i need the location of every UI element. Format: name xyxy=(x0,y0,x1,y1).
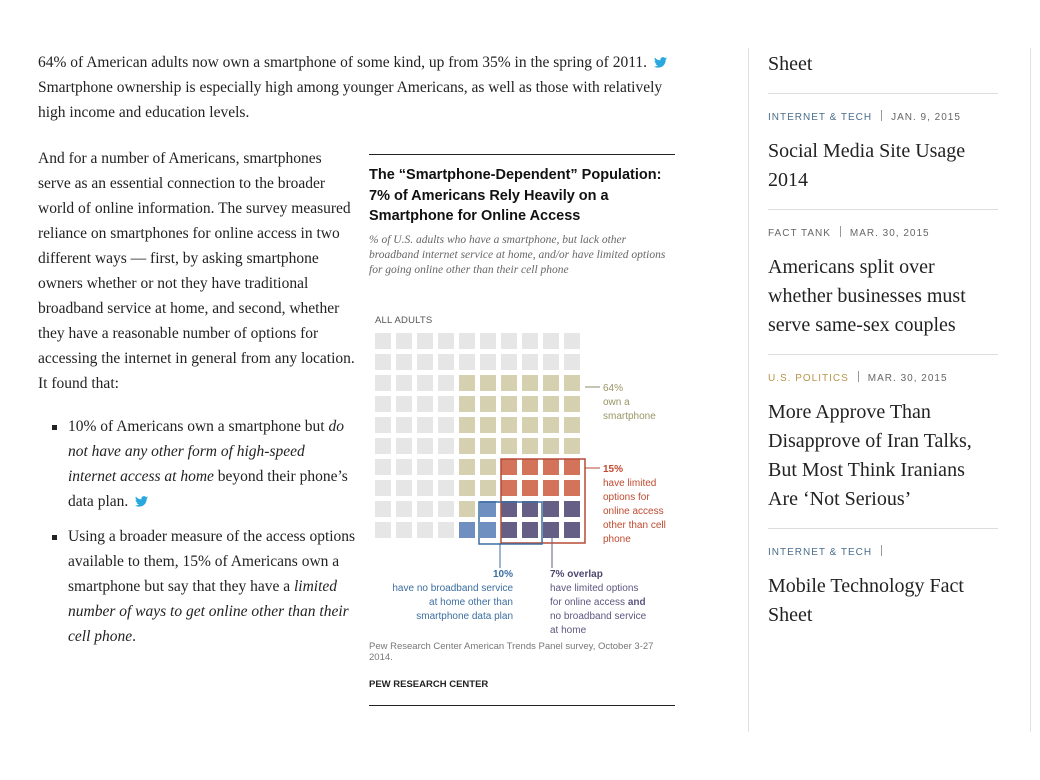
waffle-cell-empty xyxy=(501,333,517,349)
waffle-cell-smartphone xyxy=(501,375,517,391)
category-link[interactable]: INTERNET & TECH xyxy=(768,547,873,558)
waffle-cell-empty xyxy=(438,396,454,412)
date-label: MAR. 30, 2015 xyxy=(849,228,930,239)
waffle-cell-empty xyxy=(417,438,433,454)
bullet-text: beyond their phone’s data plan. xyxy=(68,468,348,510)
smartphone-dependent-figure xyxy=(369,154,675,706)
bullet-emphasis: limited number of ways to get online other than their cell phone xyxy=(68,578,349,645)
waffle-cell-empty xyxy=(543,333,559,349)
sidebar-meta xyxy=(768,371,998,384)
waffle-cell-empty xyxy=(438,459,454,475)
limited-label-2: options for xyxy=(603,492,650,503)
category-link[interactable]: INTERNET & TECH xyxy=(768,112,873,123)
waffle-cell-smartphone xyxy=(522,375,538,391)
waffle-cell-smartphone xyxy=(522,417,538,433)
own-label-1: own a xyxy=(603,397,630,408)
waffle-cell-empty xyxy=(375,333,391,349)
list-item xyxy=(768,355,998,529)
waffle-cell-overlap xyxy=(522,501,538,517)
list-item xyxy=(768,94,998,210)
waffle-cell-empty xyxy=(396,459,412,475)
nobb-label-2: at home other than xyxy=(429,597,513,608)
twitter-icon[interactable] xyxy=(135,496,148,507)
figure-subtitle: % of U.S. adults who have a smartphone, but lack other broadband internet service at home, and/or have limited options for going online other than their cell phone xyxy=(369,233,666,276)
waffle-cell-empty xyxy=(375,501,391,517)
waffle-cell-smartphone xyxy=(543,396,559,412)
waffle-cell-smartphone xyxy=(522,396,538,412)
nobb-label-1: have no broadband service xyxy=(392,583,513,594)
waffle-cell-smartphone xyxy=(543,375,559,391)
waffle-cell-empty xyxy=(396,333,412,349)
waffle-cell-empty xyxy=(480,354,496,370)
bullet-text: 10% of Americans own a smartphone but xyxy=(68,418,325,435)
list-item xyxy=(768,210,998,355)
waffle-cell-empty xyxy=(396,354,412,370)
bullet-emphasis: do not have any other form of high-speed internet access at home xyxy=(68,418,344,485)
body-paragraph: And for a number of Americans, smartphones serve as an essential connection to the broader world of online information. The survey measured reliance on smartphones for online access in two different ways — first, by asking smartphone owners whether or not they have traditional broadband service at home, and second, whether they have a reasonable number of options for accessing the internet in general from any location. It found that: xyxy=(38,150,355,392)
waffle-cell-empty xyxy=(417,417,433,433)
waffle-cell-smartphone xyxy=(459,417,475,433)
sidebar-meta xyxy=(768,110,998,123)
waffle-cell-smartphone xyxy=(501,396,517,412)
waffle-cell-smartphone xyxy=(459,396,475,412)
limited-label-4: other than cell xyxy=(603,520,666,531)
article-main xyxy=(38,50,678,125)
waffle-cell-empty xyxy=(543,354,559,370)
waffle-cell-empty xyxy=(438,522,454,538)
waffle-cell-empty xyxy=(396,480,412,496)
waffle-cell-limited xyxy=(522,459,538,475)
nobb-pct-label: 10% xyxy=(492,569,513,580)
waffle-cell-empty xyxy=(438,417,454,433)
waffle-cell-empty xyxy=(480,333,496,349)
article-link[interactable]: Social Media Site Usage 2014 xyxy=(768,140,966,191)
waffle-cell-limited xyxy=(543,480,559,496)
waffle-cell-empty xyxy=(417,375,433,391)
sidebar-divider xyxy=(748,48,749,732)
limited-label-5: phone xyxy=(603,534,631,545)
waffle-cell-limited xyxy=(501,459,517,475)
waffle-cell-empty xyxy=(417,522,433,538)
waffle-cell-overlap xyxy=(543,501,559,517)
waffle-cell-empty xyxy=(396,501,412,517)
waffle-cell-limited xyxy=(501,480,517,496)
waffle-cell-empty xyxy=(396,417,412,433)
waffle-cell-smartphone xyxy=(480,417,496,433)
waffle-cell-empty xyxy=(396,396,412,412)
date-label: JAN. 9, 2015 xyxy=(891,112,961,123)
waffle-cell-smartphone xyxy=(564,375,580,391)
waffle-cell-overlap xyxy=(564,522,580,538)
own-pct-label: 64% xyxy=(603,383,624,394)
twitter-icon[interactable] xyxy=(654,57,667,68)
waffle-cell-overlap xyxy=(501,522,517,538)
waffle-cell-empty xyxy=(375,522,391,538)
waffle-cell-smartphone xyxy=(501,438,517,454)
waffle-cell-overlap xyxy=(522,522,538,538)
overlap-label-3: no broadband service xyxy=(550,611,647,622)
intro-text-1: 64% of American adults now own a smartphone of some kind, up from 35% in the spring of 2011. xyxy=(38,54,647,71)
article-link[interactable]: Mobile Technology Fact Sheet xyxy=(768,575,964,626)
waffle-cell-empty xyxy=(417,480,433,496)
waffle-cell-empty xyxy=(396,375,412,391)
waffle-cell-limited xyxy=(564,480,580,496)
waffle-cell-empty xyxy=(396,522,412,538)
waffle-cell-smartphone xyxy=(459,375,475,391)
waffle-cell-overlap xyxy=(501,501,517,517)
waffle-cell-smartphone xyxy=(480,438,496,454)
waffle-cell-empty xyxy=(417,354,433,370)
waffle-cell-smartphone xyxy=(543,438,559,454)
waffle-cell-smartphone xyxy=(480,459,496,475)
waffle-cell-empty xyxy=(417,501,433,517)
waffle-cell-empty xyxy=(438,501,454,517)
intro-text-2: Smartphone ownership is especially high among younger Americans, as well as those with relatively high income and education levels. xyxy=(38,79,663,121)
waffle-cell-smartphone xyxy=(480,480,496,496)
waffle-cell-smartphone xyxy=(459,438,475,454)
waffle-cell-no-broadband xyxy=(459,522,475,538)
waffle-cell-smartphone xyxy=(543,417,559,433)
intro-paragraph xyxy=(38,50,678,125)
waffle-cell-empty xyxy=(417,396,433,412)
waffle-cell-empty xyxy=(375,417,391,433)
category-link[interactable]: FACT TANK xyxy=(768,228,831,239)
waffle-cell-limited xyxy=(564,459,580,475)
limited-pct-label: 15% xyxy=(603,464,624,475)
waffle-cell-overlap xyxy=(543,522,559,538)
bullet-text: . xyxy=(132,628,137,645)
waffle-cell-empty xyxy=(564,333,580,349)
waffle-cell-smartphone xyxy=(522,438,538,454)
figure-brand: PEW RESEARCH CENTER xyxy=(369,679,489,690)
waffle-cell-limited xyxy=(522,480,538,496)
waffle-cell-empty xyxy=(375,375,391,391)
waffle-cell-empty xyxy=(459,333,475,349)
waffle-cell-empty xyxy=(459,354,475,370)
waffle-cell-smartphone xyxy=(564,417,580,433)
waffle-cell-empty xyxy=(375,438,391,454)
page-edge-divider xyxy=(1030,48,1031,732)
related-sidebar xyxy=(768,48,998,644)
waffle-cell-smartphone xyxy=(459,459,475,475)
limited-label-3: online access xyxy=(603,506,664,517)
waffle-cell-no-broadband xyxy=(480,501,496,517)
overlap-label-2: for online access and xyxy=(550,597,646,608)
waffle-cell-empty xyxy=(375,396,391,412)
waffle-cell-empty xyxy=(438,438,454,454)
overlap-label-4: at home xyxy=(550,625,587,633)
waffle-cell-smartphone xyxy=(459,480,475,496)
waffle-cell-empty xyxy=(417,459,433,475)
waffle-cell-overlap xyxy=(564,501,580,517)
figure-title: The “Smartphone-Dependent” Population: 7% of Americans Rely Heavily on a Smartphone for Online Access xyxy=(369,167,662,224)
waffle-cell-smartphone xyxy=(480,396,496,412)
date-label: MAR. 30, 2015 xyxy=(867,373,948,384)
article-link[interactable]: More Approve Than Disapprove of Iran Talks, But Most Think Iranians Are ‘Not Serious’ xyxy=(768,401,972,510)
waffle-cell-empty xyxy=(522,333,538,349)
sidebar-top-link[interactable]: Sheet xyxy=(768,48,998,94)
overlap-label-1: have limited options xyxy=(550,583,639,594)
waffle-cell-empty xyxy=(375,459,391,475)
waffle-cell-empty xyxy=(564,354,580,370)
waffle-cell-smartphone xyxy=(564,396,580,412)
sidebar-meta xyxy=(768,545,998,558)
waffle-cell-smartphone xyxy=(459,501,475,517)
waffle-cell-smartphone xyxy=(501,417,517,433)
article-body xyxy=(38,146,356,659)
list-item xyxy=(768,529,998,644)
waffle-cell-empty xyxy=(417,333,433,349)
waffle-cell-empty xyxy=(375,480,391,496)
waffle-cell-smartphone xyxy=(480,375,496,391)
waffle-cell-empty xyxy=(522,354,538,370)
sidebar-meta xyxy=(768,226,998,239)
article-link[interactable]: Americans split over whether businesses must serve same-sex couples xyxy=(768,256,966,336)
waffle-cell-empty xyxy=(438,480,454,496)
findings-list xyxy=(38,414,356,649)
waffle-cell-smartphone xyxy=(564,438,580,454)
waffle-cell-limited xyxy=(543,459,559,475)
waffle-cell-empty xyxy=(438,333,454,349)
category-link[interactable]: U.S. POLITICS xyxy=(768,373,849,384)
bullet-text: Using a broader measure of the access options available to them, 15% of Americans own a smartphone but say that they have a xyxy=(68,528,356,595)
waffle-cell-empty xyxy=(501,354,517,370)
list-item xyxy=(38,524,356,649)
waffle-cell-empty xyxy=(438,375,454,391)
waffle-chart xyxy=(369,333,675,633)
waffle-cell-empty xyxy=(375,354,391,370)
waffle-cell-empty xyxy=(438,354,454,370)
figure-source: Pew Research Center American Trends Panel survey, October 3-27 2014. xyxy=(369,641,654,663)
overlap-head-label: 7% overlap xyxy=(550,569,603,580)
nobb-label-3: smartphone data plan xyxy=(416,611,513,622)
list-item xyxy=(38,414,356,514)
waffle-cell-no-broadband xyxy=(480,522,496,538)
own-label-2: smartphone xyxy=(603,411,656,422)
limited-label-1: have limited xyxy=(603,478,657,489)
all-adults-label: ALL ADULTS xyxy=(375,315,433,326)
waffle-cell-empty xyxy=(396,438,412,454)
